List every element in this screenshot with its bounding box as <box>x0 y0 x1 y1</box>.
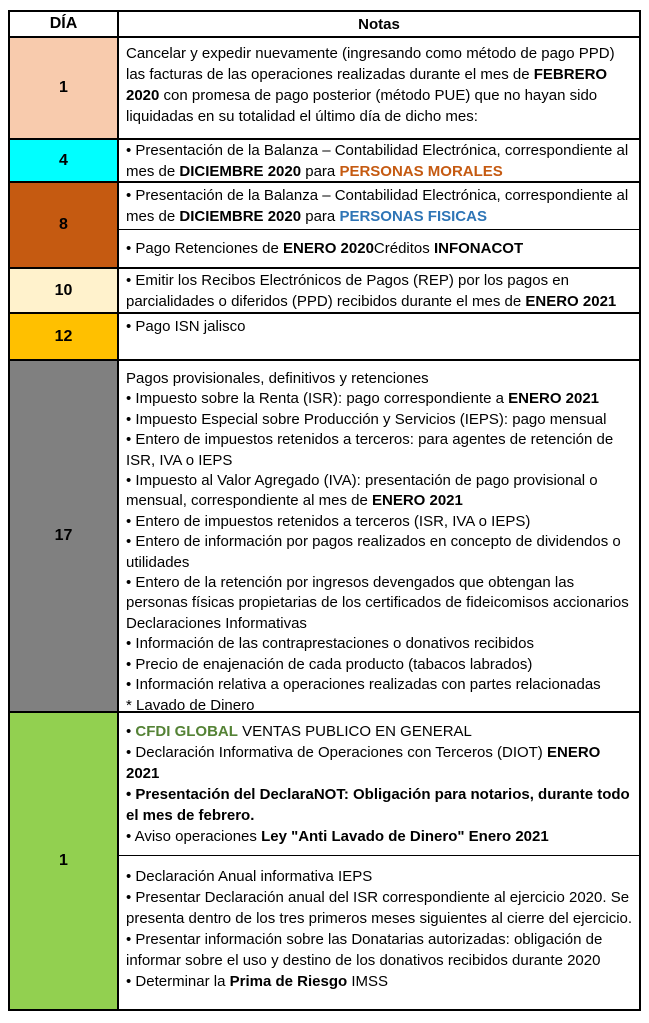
text-run: • Entero de la retención por ingresos devengados que obtengan las personas físicas propietarias de los certificados de fideicomisos accionarios <box>126 574 629 612</box>
note-line <box>126 430 633 471</box>
text-run: • Entero de información por pagos realizados en concepto de dividendos o utilidades <box>126 533 621 571</box>
text-run: ENERO 2021 <box>508 390 600 408</box>
note-line <box>126 512 633 532</box>
day-cell: 10 <box>10 269 119 312</box>
note-line <box>126 721 633 742</box>
text-run: con promesa de pago posterior (método PUE) que no hayan sido liquidadas en su totalidad el último día de dicho mes: <box>126 87 598 125</box>
text-run: • Información de las contraprestaciones o donativos recibidos <box>126 635 534 653</box>
text-run: • Presentar información sobre las Donatarias autorizadas: obligación de informar sobre el uso y destino de los donativos recibidos durante 2020 <box>126 931 603 969</box>
text-run: FEBRERO 2020 <box>126 66 608 104</box>
note-line <box>126 316 633 337</box>
text-run: • Precio de enajenación de cada producto (tabacos labrados) <box>126 655 533 673</box>
text-run: IMSS <box>347 973 389 990</box>
note-line <box>126 866 633 887</box>
note-line <box>126 43 633 127</box>
notes-cell <box>119 713 639 856</box>
tax-calendar-table <box>8 10 641 1011</box>
text-run: • Declaración Informativa de Operaciones con Terceros (DIOT) <box>126 744 547 761</box>
text-run: • Pago ISN jalisco <box>126 318 246 335</box>
text-run: VENTAS PUBLICO EN GENERAL <box>237 723 472 740</box>
day-cell: 8 <box>10 183 119 267</box>
text-run: Cancelar y expedir nuevamente (ingresando como método de pago PPD) las facturas de las operaciones realizadas durante el mes de <box>126 45 615 83</box>
note-line <box>126 369 633 389</box>
day-cell: 1 <box>10 38 119 138</box>
text-run: Créditos <box>373 240 434 257</box>
note-line <box>126 532 633 573</box>
notes-column <box>119 38 639 138</box>
notes-cell <box>119 314 639 339</box>
header-dia: DÍA <box>10 12 119 36</box>
day-cell: 17 <box>10 361 119 711</box>
note-line <box>126 185 633 227</box>
text-run: PERSONAS MORALES <box>339 162 503 180</box>
text-run: Prima de Riesgo <box>229 973 348 990</box>
text-run: ENERO 2021 <box>126 744 601 782</box>
text-run: Ley "Anti Lavado de Dinero" Enero 2021 <box>261 828 549 845</box>
notes-cell <box>119 856 639 1009</box>
note-line <box>126 238 633 259</box>
text-run: • Aviso operaciones <box>126 828 262 845</box>
calendar-row <box>10 140 639 183</box>
notes-cell <box>119 269 639 312</box>
text-run: DICIEMBRE 2020 <box>179 208 302 225</box>
text-run: • Determinar la <box>126 973 230 990</box>
table-header-row <box>10 12 639 38</box>
note-line <box>126 655 633 675</box>
text-run: Pagos provisionales, definitivos y retenciones <box>126 370 429 387</box>
note-line <box>126 696 633 712</box>
text-run: para <box>301 162 340 180</box>
text-run: ENERO 2021 <box>371 492 463 510</box>
calendar-row <box>10 183 639 269</box>
text-run: • Información relativa a operaciones realizadas con partes relacionadas <box>126 676 601 694</box>
notes-column <box>119 269 639 312</box>
notes-cell <box>119 361 639 711</box>
text-run: • Declaración Anual informativa IEPS <box>126 868 373 885</box>
text-run: • Presentación de la Balanza – Contabilidad Electrónica, correspondiente al mes de <box>126 187 629 225</box>
note-line <box>126 614 633 634</box>
notes-column <box>119 361 639 711</box>
note-line <box>126 826 633 847</box>
note-line <box>126 140 633 181</box>
day-cell: 4 <box>10 140 119 181</box>
notes-cell <box>119 38 639 129</box>
calendar-row <box>10 269 639 314</box>
note-line <box>126 784 633 826</box>
text-run: ENERO 2021 <box>525 292 617 310</box>
note-line <box>126 929 633 971</box>
text-run: DICIEMBRE 2020 <box>179 162 302 180</box>
note-line <box>126 971 633 992</box>
text-run: CFDI GLOBAL <box>135 723 238 740</box>
day-cell: 12 <box>10 314 119 359</box>
notes-cell <box>119 183 639 230</box>
notes-column <box>119 314 639 359</box>
notes-cell <box>119 230 639 267</box>
note-line <box>126 887 633 929</box>
note-line <box>126 742 633 784</box>
text-run: • Entero de impuestos retenidos a terceros: para agentes de retención de ISR, IVA o IEPS <box>126 431 614 469</box>
notes-column <box>119 140 639 181</box>
note-line <box>126 634 633 654</box>
notes-column <box>119 183 639 267</box>
text-run: INFONACOT <box>433 240 524 257</box>
header-notas: Notas <box>358 15 400 33</box>
calendar-row <box>10 38 639 140</box>
text-run: • Presentación de la Balanza – Contabilidad Electrónica, correspondiente al mes de <box>126 141 629 180</box>
calendar-row <box>10 314 639 361</box>
text-run: • Impuesto al Valor Agregado (IVA): presentación de pago provisional o mensual, correspondiente al mes de <box>126 472 598 510</box>
text-run: Declaraciones Informativas <box>126 614 307 632</box>
note-line <box>126 389 633 409</box>
note-line <box>126 410 633 430</box>
text-run: • <box>126 723 136 740</box>
text-run: ENERO 2020 <box>283 240 374 257</box>
text-run: * Lavado de Dinero <box>126 696 255 711</box>
table-body <box>10 38 639 1009</box>
text-run: • Pago Retenciones de <box>126 240 284 257</box>
text-run: • Impuesto Especial sobre Producción y Servicios (IEPS): pago mensual <box>126 410 607 428</box>
text-run: • Emitir los Recibos Electrónicos de Pagos (REP) por los pagos en parcialidades o diferidos (PPD) recibidos durante el mes de <box>126 271 569 310</box>
calendar-row <box>10 713 639 1009</box>
note-line <box>126 675 633 695</box>
note-line <box>126 471 633 512</box>
note-line <box>126 270 633 312</box>
text-run: • Impuesto sobre la Renta (ISR): pago correspondiente a <box>126 390 509 408</box>
notes-cell <box>119 140 639 181</box>
note-line <box>126 573 633 614</box>
text-run: • Presentar Declaración anual del ISR correspondiente al ejercicio 2020. Se presenta dentro de los tres primeros meses siguientes al cierre del ejercicio. <box>126 889 633 927</box>
day-cell: 1 <box>10 713 119 1009</box>
text-run: • Entero de impuestos retenidos a terceros (ISR, IVA o IEPS) <box>126 512 531 530</box>
notes-column <box>119 713 639 1009</box>
calendar-row <box>10 361 639 713</box>
text-run: • Presentación del DeclaraNOT: Obligación para notarios, durante todo el mes de febrero. <box>126 786 630 824</box>
text-run: PERSONAS FISICAS <box>339 208 487 225</box>
text-run: para <box>301 208 340 225</box>
